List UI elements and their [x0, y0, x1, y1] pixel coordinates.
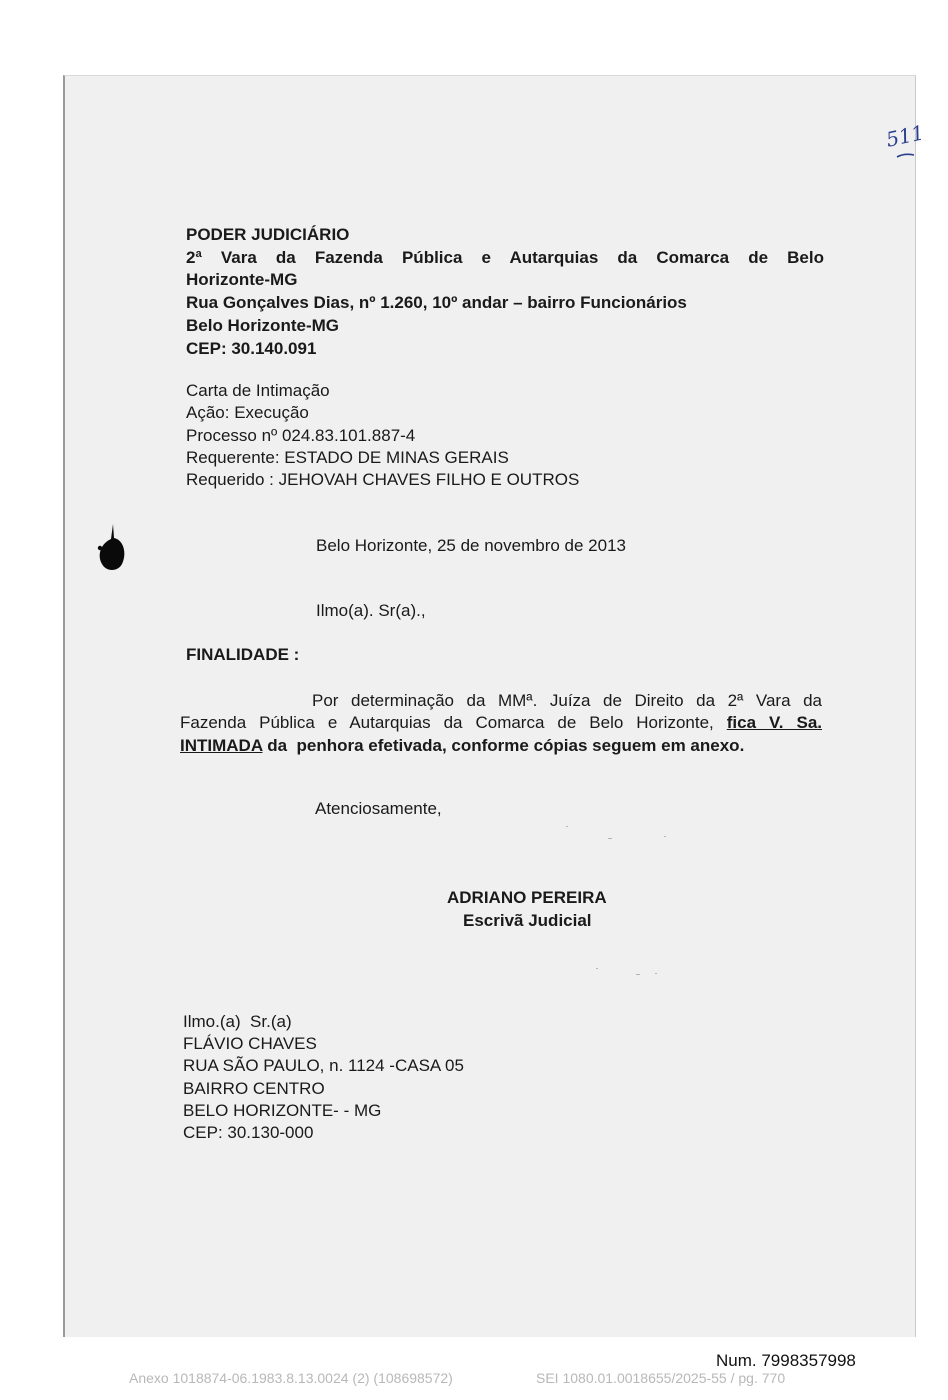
notice-emphasis: fica V. Sa.	[726, 713, 823, 733]
addressee-street: RUA SÃO PAULO, n. 1124 -CASA 05	[183, 1056, 464, 1076]
intimada-word: INTIMADA	[180, 735, 263, 755]
notice-line-1: Por determinação da MMª. Juíza de Direito da 2ª Vara da	[312, 691, 822, 710]
notice-paragraph	[180, 690, 822, 757]
signer-name: ADRIANO PEREIRA	[447, 888, 607, 907]
notice-line-3	[180, 735, 822, 757]
handwritten-dash-mark	[896, 150, 916, 160]
defendant: Requerido : JEHOVAH CHAVES FILHO E OUTROS	[186, 470, 580, 490]
court-street-address: Rua Gonçalves Dias, nº 1.260, 10º andar – bairro Funcionários	[186, 293, 687, 313]
court-name: PODER JUDICIÁRIO	[186, 225, 350, 244]
handwritten-page-number: 511	[883, 120, 927, 152]
court-city: Belo Horizonte-MG	[186, 315, 339, 335]
addressee-district: BAIRRO CENTRO	[183, 1078, 325, 1098]
case-details	[186, 380, 786, 491]
signer-title: Escrivã Judicial	[463, 911, 592, 930]
closing: Atenciosamente,	[315, 799, 442, 818]
addressee-postal-code: CEP: 30.130-000	[183, 1123, 314, 1143]
date-line: Belo Horizonte, 25 de novembro de 2013	[316, 536, 626, 555]
finalidade-label: FINALIDADE :	[186, 645, 300, 664]
footer-sei-reference: SEI 1080.01.0018655/2025-55 / pg. 770	[536, 1370, 786, 1386]
court-division: 2ª Vara da Fazenda Pública e Autarquias da Comarca de Belo	[186, 247, 824, 267]
addressee-name: FLÁVIO CHAVES	[183, 1034, 317, 1054]
addressee-city: BELO HORIZONTE- - MG	[183, 1100, 382, 1120]
document-type: Carta de Intimação	[186, 381, 330, 400]
ink-blot-mark	[94, 524, 130, 574]
court-header	[186, 224, 824, 360]
document-number: Num. 7998357998	[716, 1351, 856, 1370]
court-division-city: Horizonte-MG	[186, 270, 298, 290]
signature-block	[447, 886, 607, 932]
footer-annex-reference: Anexo 1018874-06.1983.8.13.0024 (2) (108698572)	[129, 1370, 453, 1386]
notice-line-2-text: Fazenda Pública e Autarquias da Comarca de Belo Horizonte,	[180, 713, 714, 733]
notice-line-3-text: da penhora efetivada, conforme cópias seguem em anexo.	[262, 735, 745, 755]
addressee-salutation: Ilmo.(a) Sr.(a)	[183, 1012, 292, 1031]
plaintiff: Requerente: ESTADO DE MINAS GERAIS	[186, 447, 509, 467]
court-postal-code: CEP: 30.140.091	[186, 338, 317, 358]
notice-line-2	[180, 712, 822, 734]
salutation: Ilmo(a). Sr(a).,	[316, 601, 426, 620]
process-number: Processo nº 024.83.101.887-4	[186, 425, 416, 445]
addressee-block	[183, 1011, 464, 1144]
action-type: Ação: Execução	[186, 403, 309, 423]
